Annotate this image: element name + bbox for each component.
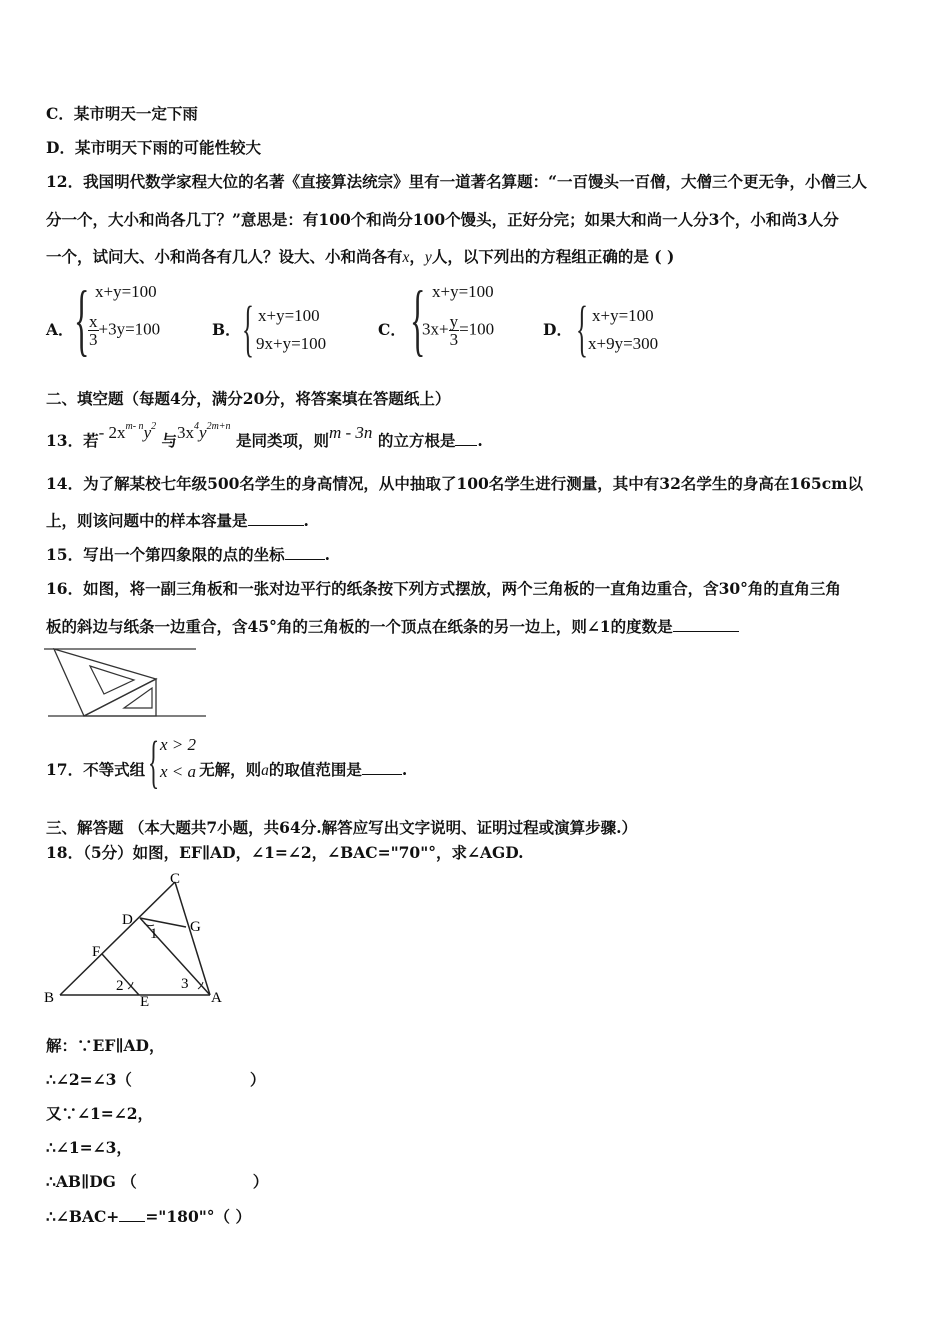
q16-answer-blank[interactable] <box>673 617 739 632</box>
q15-line: 15．写出一个第四象限的点的坐标 . <box>46 545 330 564</box>
q17-eq1: x > 2 <box>160 735 197 754</box>
solution-step6: ∴∠BAC+ ="180"°（ ） <box>46 1207 251 1226</box>
q18-line: 18．（5分）如图，EF∥AD，∠1=∠2，∠BAC="70"°，求∠AGD. <box>46 843 524 862</box>
q12-a-eq1: x+y=100 <box>95 282 157 301</box>
q12-comma: ， <box>409 247 425 266</box>
q14-line2: 上，则该问题中的样本容量是 . <box>46 511 309 530</box>
label-f: F <box>92 944 101 960</box>
q14-answer-blank[interactable] <box>248 511 304 526</box>
q13-term1: - $2x^{m- n}y^2$ <box>98 421 157 442</box>
label-e: E <box>140 994 150 1008</box>
section2-heading: 二、填空题（每题4分，满分20分，将答案填在答题纸上） <box>46 389 451 408</box>
q12-line3 <box>46 247 674 268</box>
label-angle-3: 3 <box>181 976 189 992</box>
q14-line1: 14．为了解某校七年级500名学生的身高情况，从中抽取了100名学生进行测量，其中有32名学生的身高在165cm以 <box>46 474 864 493</box>
q15-answer-blank[interactable] <box>285 545 325 560</box>
q17-line: 17．不等式组 无解，则a的取值范围是 . <box>46 760 408 779</box>
q16-line1: 16．如图，将一副三角板和一张对边平行的纸条按下列方式摆放，两个三角板的一直角边重合，含30°角的直角三角 <box>46 579 841 598</box>
q12-option-a-label: A． <box>46 320 74 339</box>
q12-line3-a: 一个，试问大、小和尚各有几人？设大、小和尚各有 <box>46 247 403 266</box>
label-g: G <box>190 919 201 935</box>
q12-line1: 12．我国明代数学家程大位的名著《直接算法统宗》里有一道著名算题：“一百馒头一百僧，大僧三个更无争，小僧三人 <box>46 172 867 191</box>
brace-d: { <box>576 295 588 363</box>
label-d: D <box>122 912 133 928</box>
q12-d-eq1: x+y=100 <box>592 306 654 325</box>
q16-figure <box>44 644 210 722</box>
var-x: x <box>402 249 410 266</box>
q12-a-frac: $\frac{x}{3}$ <box>89 312 98 349</box>
option-c-prev: C．某市明天一定下雨 <box>46 104 198 123</box>
solution-step4: ∴∠1=∠3， <box>46 1138 132 1157</box>
q13-line: 13．若- $2x^{m- n}y^2$ 与$3x^4y^{2m+n}$ 是同类项，则m - 3n 的立方根是 . <box>46 421 483 450</box>
set-square-45 <box>84 679 156 716</box>
brace-c: { <box>410 276 426 364</box>
label-angle-1: 1 <box>150 926 158 942</box>
solution-step2: ∴∠2=∠3（ ） <box>46 1070 266 1089</box>
q12-line2: 分一个，大小和尚各几丁？”意思是：有100个和尚分100个馒头，正好分完；如果大和尚一人分3个，小和尚3人分 <box>46 210 839 229</box>
set-square-45-hole <box>124 688 152 708</box>
q12-option-d-label: D． <box>543 320 572 339</box>
q17-answer-blank[interactable] <box>362 760 402 775</box>
q12-c-frac: $\frac{y}{3}$ <box>449 312 459 349</box>
q13-expr: m - 3n <box>328 423 373 442</box>
q12-line3-b: 人，以下列出的方程组正确的是 ( ) <box>431 247 675 266</box>
set-square-30 <box>54 649 156 716</box>
q12-c-eq1: x+y=100 <box>432 282 494 301</box>
solution-step6-blank[interactable] <box>119 1207 145 1222</box>
section3-heading: 三、解答题 （本大题共7小题，共64分.解答应写出文字说明、证明过程或演算步骤.） <box>46 818 638 837</box>
var-y: y <box>424 249 432 266</box>
label-angle-2: 2 <box>116 978 124 994</box>
brace-q17: { <box>148 729 160 794</box>
q12-a-eq2: $\frac{x}{3}$ +3y=100 <box>89 312 161 349</box>
q13-term2: $3x^4y^{2m+n}$ <box>177 421 231 442</box>
solution-step3: 又∵∠1=∠2， <box>46 1104 154 1123</box>
brace-a: { <box>74 276 90 364</box>
label-b: B <box>44 990 55 1006</box>
q17-var-a: a <box>261 762 269 779</box>
option-d-prev: D．某市明天下雨的可能性较大 <box>46 138 261 157</box>
q18-figure <box>40 868 230 1008</box>
q12-b-eq1: x+y=100 <box>258 306 320 325</box>
q17-eq2: x < a <box>160 762 197 781</box>
brace-b: { <box>242 295 254 363</box>
q12-b-eq2: 9x+y=100 <box>256 334 327 353</box>
q12-c-eq2: 3x+ $\frac{y}{3}$ =100 <box>422 312 495 349</box>
q12-option-b-label: B． <box>212 320 241 339</box>
solution-step5: ∴AB∥DG （ ） <box>46 1172 269 1191</box>
q12-option-c-label: C． <box>378 320 406 339</box>
q16-line2: 板的斜边与纸条一边重合，含45°角的三角板的一个顶点在纸条的另一边上，则∠1的度数是 <box>46 617 739 637</box>
label-c: C <box>170 871 181 887</box>
label-a: A <box>211 990 222 1006</box>
solution-step1: 解：∵EF∥AD， <box>46 1036 165 1055</box>
q13-answer-blank[interactable] <box>455 431 477 446</box>
q12-d-eq2: x+9y=300 <box>588 334 659 353</box>
